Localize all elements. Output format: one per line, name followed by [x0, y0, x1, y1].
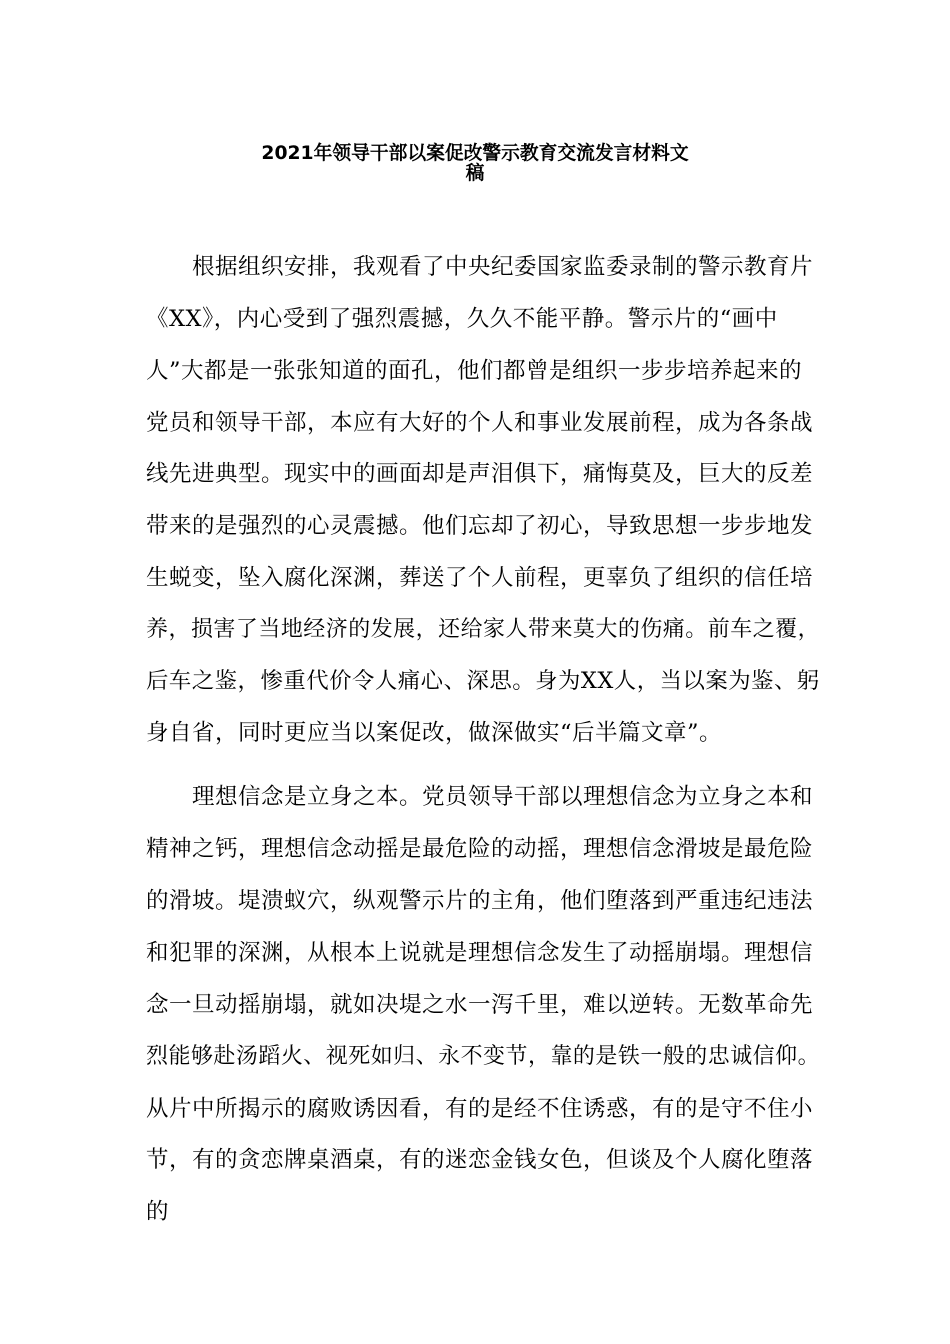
paragraph-line: 和犯罪的深渊，从根本上说就是理想信念发生了动摇崩塌。理想信 [146, 940, 814, 966]
paragraph-line: 生蜕变，坠入腐化深渊，葬送了个人前程，更辜负了组织的信任培 [146, 565, 814, 591]
paragraph-line: 精神之钙，理想信念动摇是最危险的动摇，理想信念滑坡是最危险 [146, 836, 814, 862]
paragraph-line: 念一旦动摇崩塌，就如决堤之水一泻千里，难以逆转。无数革命先 [146, 992, 814, 1018]
document-title-line-2: 稿 [465, 163, 485, 184]
paragraph-line: 人”大都是一张张知道的面孔，他们都曾是组织一步步培养起来的 [146, 358, 803, 384]
paragraph-line: 节，有的贪恋牌桌酒桌，有的迷恋金钱女色，但谈及个人腐化堕落 [146, 1147, 814, 1173]
paragraph-line: 的 [146, 1199, 170, 1225]
paragraph-line: 理想信念是立身之本。党员领导干部以理想信念为立身之本和 [146, 784, 814, 810]
paragraph-line: 后车之鉴，惨重代价令人痛心、深思。身为XX人，当以案为鉴、躬 [146, 668, 820, 694]
paragraph-line: 身自省，同时更应当以案促改，做深做实“后半篇文章”。 [146, 720, 723, 746]
paragraph-line: 从片中所揭示的腐败诱因看，有的是经不住诱惑，有的是守不住小 [146, 1096, 814, 1122]
paragraph-line: 烈能够赴汤蹈火、视死如归、永不变节，靠的是铁一般的忠诚信仰。 [146, 1044, 821, 1069]
paragraph-line: 带来的是强烈的心灵震撼。他们忘却了初心，导致思想一步步地发 [146, 513, 814, 539]
paragraph-line: 线先进典型。现实中的画面却是声泪俱下，痛悔莫及，巨大的反差 [146, 461, 814, 487]
paragraph-line: 《XX》，内心受到了强烈震撼，久久不能平静。警示片的“画中 [146, 306, 778, 332]
paragraph-line: 根据组织安排，我观看了中央纪委国家监委录制的警示教育片 [146, 254, 814, 280]
paragraph-line: 党员和领导干部，本应有大好的个人和事业发展前程，成为各条战 [146, 410, 814, 436]
paragraph-line: 的滑坡。堤溃蚁穴，纵观警示片的主角，他们堕落到严重违纪违法 [146, 888, 814, 914]
paragraph-line: 养，损害了当地经济的发展，还给家人带来莫大的伤痛。前车之覆， [146, 617, 821, 642]
document-title-line-1: 2021年领导干部以案促改警示教育交流发言材料文 [261, 143, 689, 164]
